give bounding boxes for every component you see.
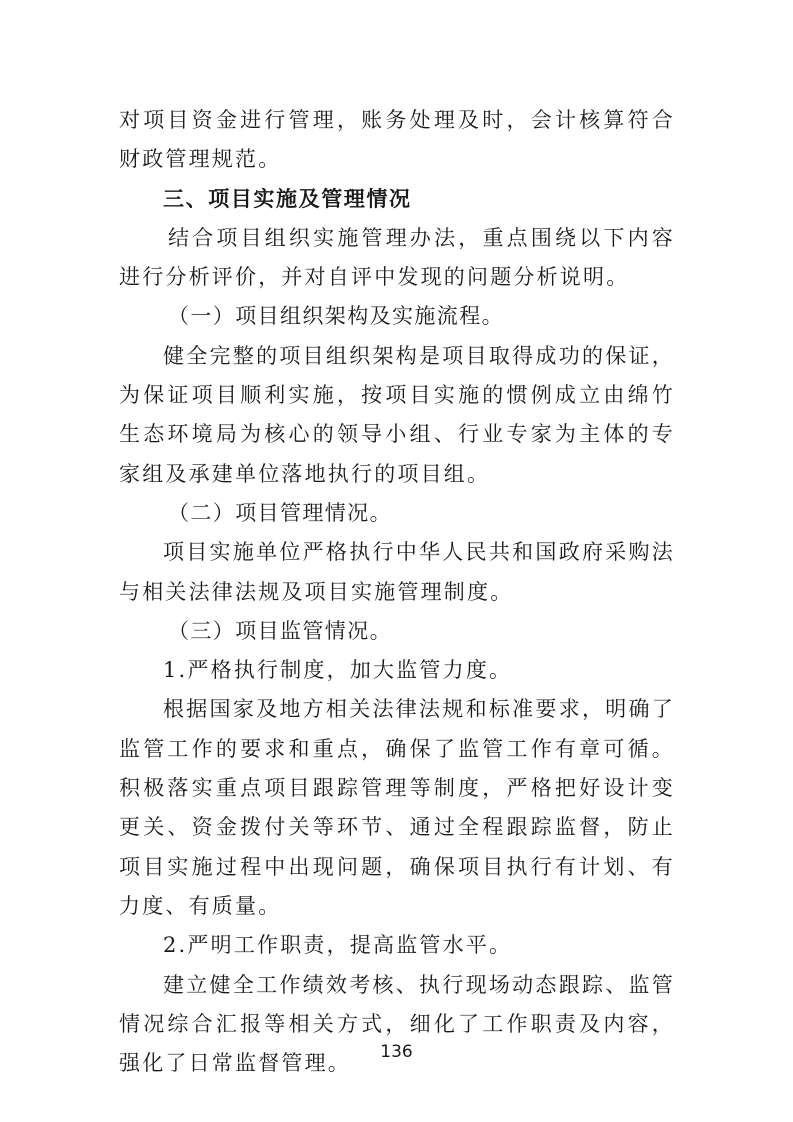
point-heading-2: 2.严明工作职责，提高监管水平。 — [163, 933, 513, 958]
section-heading-3: 三、项目实施及管理情况 — [163, 186, 412, 211]
subsection-heading-1: （一）项目组织架构及实施流程。 — [168, 304, 504, 329]
page-number: 136 — [380, 1042, 413, 1062]
paragraph-regulation: 根据国家及地方相关法律法规和标准要求，明确了监管工作的要求和重点，确保了监管工作有章可循。积极落实重点项目跟踪管理等制度，严格把好设计变更关、资金拨付关等环节、通过全程跟踪监督，防止项目实施过程中出现问题，确保项目执行有计划、有力度、有质量。 — [119, 697, 675, 918]
paragraph-responsibility: 建立健全工作绩效考核、执行现场动态跟踪、监管情况综合汇报等相关方式，细化了工作职责及内容，强化了日常监督管理。 — [119, 972, 675, 1076]
paragraph-continued: 对项目资金进行管理，账务处理及时，会计核算符合财政管理规范。 — [119, 108, 675, 172]
subsection-heading-2: （二）项目管理情况。 — [168, 500, 392, 525]
document-body — [119, 101, 675, 1083]
paragraph-org-structure: 健全完整的项目组织架构是项目取得成功的保证，为保证项目顺利实施，按项目实施的惯例成立由绵竹生态环境局为核心的领导小组、行业专家为主体的专家组及承建单位落地执行的项目组。 — [119, 343, 675, 486]
point-heading-1: 1.严格执行制度，加大监管力度。 — [163, 658, 513, 683]
subsection-heading-3: （三）项目监管情况。 — [168, 618, 392, 643]
paragraph-intro: 结合项目组织实施管理办法，重点围绕以下内容进行分析评价，并对自评中发现的问题分析说明。 — [119, 225, 675, 290]
paragraph-management: 项目实施单位严格执行中华人民共和国政府采购法与相关法律法规及项目实施管理制度。 — [119, 540, 675, 604]
